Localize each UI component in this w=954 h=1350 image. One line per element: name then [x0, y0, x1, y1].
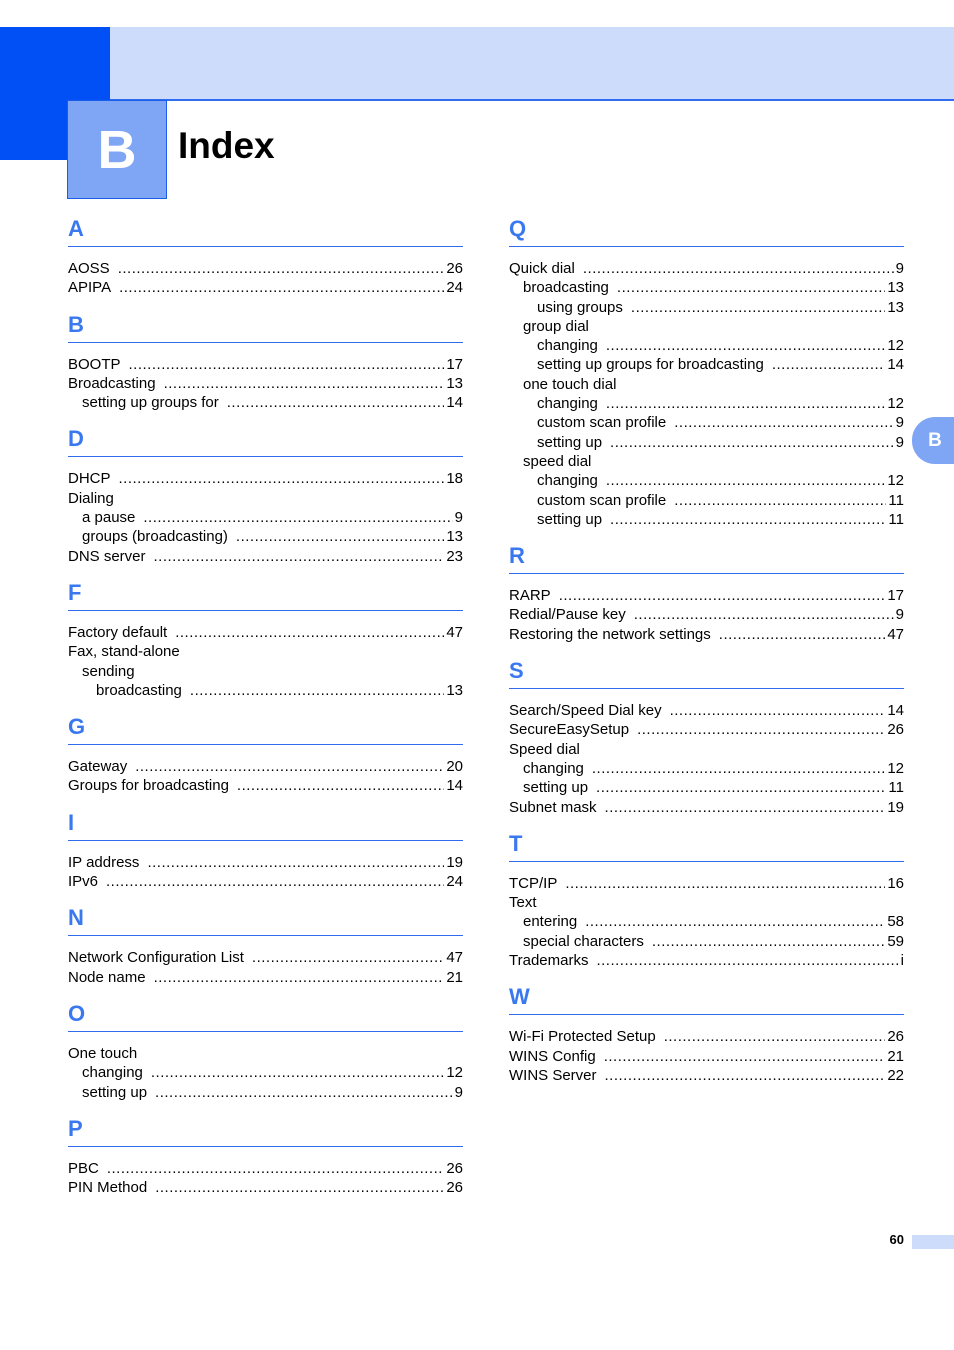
dot-leader	[652, 932, 885, 951]
index-section	[68, 806, 463, 892]
index-entry	[509, 317, 904, 336]
index-entry	[509, 1066, 904, 1085]
dot-leader	[772, 355, 886, 374]
entry-page-link[interactable]: 14	[887, 356, 904, 374]
entry-term: Fax, stand-alone	[68, 643, 180, 661]
entry-page-link[interactable]: 13	[446, 528, 463, 546]
entry-term: broadcasting	[96, 681, 182, 699]
entry-term: WINS Server	[509, 1066, 597, 1084]
index-entry	[68, 547, 463, 566]
entry-term: changing	[82, 1064, 143, 1082]
entry-page-link[interactable]: 26	[887, 1028, 904, 1046]
entry-page-link[interactable]: 9	[895, 433, 904, 451]
dot-leader	[585, 912, 885, 931]
dot-leader	[604, 1047, 886, 1066]
dot-leader	[606, 471, 885, 490]
section-letter: F	[68, 576, 463, 611]
entry-term: RARP	[509, 587, 551, 605]
entry-term: Speed dial	[509, 740, 580, 758]
entry-page-link[interactable]: 58	[887, 913, 904, 931]
entry-term: changing	[537, 395, 598, 413]
entry-term: setting up	[537, 510, 603, 528]
entry-term: Gateway	[68, 758, 128, 776]
dot-leader	[634, 605, 894, 624]
entry-term: broadcasting	[523, 279, 609, 297]
entry-page-link[interactable]: 14	[446, 777, 463, 795]
entry-page-link[interactable]: 12	[446, 1064, 463, 1082]
dot-leader	[227, 393, 445, 412]
dot-leader	[559, 586, 886, 605]
entry-term: One touch	[68, 1044, 138, 1062]
entry-term: custom scan profile	[537, 414, 667, 432]
entry-page-link[interactable]: i	[900, 952, 904, 970]
section-letter: D	[68, 422, 463, 457]
dot-leader	[631, 298, 885, 317]
side-tab-label: B	[928, 429, 942, 451]
dot-leader	[592, 759, 885, 778]
index-entry	[509, 605, 904, 624]
dot-leader	[606, 394, 885, 413]
index-entry	[509, 336, 904, 355]
index-section	[68, 1112, 463, 1198]
dot-leader	[670, 701, 886, 720]
entry-page-link[interactable]: 11	[888, 510, 904, 528]
index-column-left	[68, 212, 463, 1207]
entry-term: setting up groups for	[82, 394, 219, 412]
entry-page-link[interactable]: 14	[446, 394, 463, 412]
index-entry	[509, 1027, 904, 1046]
section-letter: Q	[509, 212, 904, 247]
index-entry	[68, 681, 463, 700]
entry-page-link[interactable]: 13	[887, 298, 904, 316]
index-entry	[509, 394, 904, 413]
dot-leader	[637, 720, 885, 739]
entry-page-link[interactable]: 26	[887, 721, 904, 739]
index-entry	[68, 1159, 463, 1178]
entry-page-link[interactable]: 24	[446, 873, 463, 891]
index-section	[509, 827, 904, 970]
dot-leader	[119, 469, 445, 488]
entry-term: using groups	[537, 298, 623, 316]
entry-term: Node name	[68, 968, 146, 986]
index-entry	[509, 701, 904, 720]
dot-leader	[674, 491, 886, 510]
entry-page-link[interactable]: 59	[887, 932, 904, 950]
entry-term: Broadcasting	[68, 374, 156, 392]
index-entry	[68, 662, 463, 681]
entry-term: one touch dial	[523, 375, 617, 393]
entry-page-link[interactable]: 17	[887, 587, 904, 605]
entry-term: TCP/IP	[509, 874, 558, 892]
index-entry	[68, 948, 463, 967]
index-entry	[68, 623, 463, 642]
entry-page-link[interactable]: 16	[887, 874, 904, 892]
dot-leader	[617, 278, 885, 297]
page-number: 60	[889, 1232, 904, 1247]
appendix-letter: B	[97, 119, 137, 180]
index-section	[68, 308, 463, 413]
entry-term: speed dial	[523, 452, 592, 470]
index-entry	[509, 433, 904, 452]
entry-term: Redial/Pause key	[509, 606, 626, 624]
section-letter: O	[68, 997, 463, 1032]
entry-term: custom scan profile	[537, 491, 667, 509]
entry-term: setting up	[537, 433, 603, 451]
index-entry	[68, 489, 463, 508]
dot-leader	[606, 336, 885, 355]
entry-page-link[interactable]: 20	[446, 758, 463, 776]
entry-term: DHCP	[68, 470, 111, 488]
entry-page-link[interactable]: 21	[446, 968, 463, 986]
entry-term: Subnet mask	[509, 798, 597, 816]
header-band-light	[110, 27, 954, 99]
dot-leader	[605, 798, 886, 817]
dot-leader	[155, 1083, 453, 1102]
entry-page-link[interactable]: 47	[446, 623, 463, 641]
entry-page-link[interactable]: 12	[887, 395, 904, 413]
entry-term: APIPA	[68, 279, 112, 297]
index-entry	[509, 740, 904, 759]
index-entry	[68, 374, 463, 393]
dot-leader	[583, 259, 894, 278]
dot-leader	[135, 757, 444, 776]
entry-page-link[interactable]: 26	[446, 1159, 463, 1177]
dot-leader	[252, 948, 444, 967]
index-entry	[68, 853, 463, 872]
side-tab	[912, 417, 954, 464]
appendix-letter-box	[67, 100, 167, 199]
index-entry	[509, 893, 904, 912]
section-letter: R	[509, 539, 904, 574]
dot-leader	[118, 259, 445, 278]
dot-leader	[147, 853, 444, 872]
entry-page-link[interactable]: 47	[887, 625, 904, 643]
index-entry	[509, 355, 904, 374]
entry-term: changing	[537, 472, 598, 490]
index-section	[509, 654, 904, 817]
entry-page-link[interactable]: 9	[895, 606, 904, 624]
index-entry	[509, 1047, 904, 1066]
dot-leader	[610, 510, 886, 529]
index-entry	[509, 874, 904, 893]
entry-term: setting up	[523, 779, 589, 797]
section-letter: N	[68, 901, 463, 936]
entry-term: changing	[537, 337, 598, 355]
index-section	[68, 997, 463, 1102]
section-letter: B	[68, 308, 463, 343]
entry-page-link[interactable]: 24	[446, 279, 463, 297]
index-entry	[509, 510, 904, 529]
entry-page-link[interactable]: 9	[895, 414, 904, 432]
entry-page-link[interactable]: 13	[446, 681, 463, 699]
entry-term: special characters	[523, 932, 644, 950]
index-entry	[509, 798, 904, 817]
index-section	[68, 212, 463, 298]
dot-leader	[143, 508, 452, 527]
index-section	[68, 710, 463, 796]
entry-page-link[interactable]: 13	[887, 279, 904, 297]
index-section	[68, 576, 463, 700]
entry-term: SecureEasySetup	[509, 721, 630, 739]
index-entry	[509, 413, 904, 432]
dot-leader	[106, 872, 444, 891]
entry-page-link[interactable]: 12	[887, 337, 904, 355]
entry-page-link[interactable]: 26	[446, 1179, 463, 1197]
entry-page-link[interactable]: 11	[888, 779, 904, 797]
entry-term: sending	[82, 662, 135, 680]
index-section	[509, 539, 904, 644]
index-entry	[68, 508, 463, 527]
index-entry	[509, 932, 904, 951]
index-entry	[68, 355, 463, 374]
dot-leader	[236, 527, 444, 546]
index-entry	[509, 759, 904, 778]
section-letter: A	[68, 212, 463, 247]
index-entry	[68, 642, 463, 661]
index-entry	[68, 1044, 463, 1063]
dot-leader	[190, 681, 444, 700]
entry-page-link[interactable]: 18	[446, 470, 463, 488]
entry-page-link[interactable]: 26	[446, 260, 463, 277]
section-letter: G	[68, 710, 463, 745]
section-letter: T	[509, 827, 904, 862]
index-entry	[68, 1083, 463, 1102]
section-letter: I	[68, 806, 463, 841]
index-section	[68, 422, 463, 565]
dot-leader	[129, 355, 445, 374]
index-section	[509, 212, 904, 529]
index-entry	[68, 776, 463, 795]
dot-leader	[664, 1027, 886, 1046]
entry-page-link[interactable]: 19	[446, 853, 463, 871]
index-entry	[509, 951, 904, 970]
entry-page-link[interactable]: 14	[887, 702, 904, 720]
index-entry	[509, 278, 904, 297]
index-entry	[509, 778, 904, 797]
entry-page-link[interactable]: 23	[446, 547, 463, 565]
index-entry	[68, 872, 463, 891]
dot-leader	[151, 1063, 444, 1082]
dot-leader	[175, 623, 444, 642]
index-entry	[509, 298, 904, 317]
dot-leader	[107, 1159, 444, 1178]
entry-term: Text	[509, 894, 537, 912]
index-entry	[68, 968, 463, 987]
entry-term: Network Configuration List	[68, 949, 244, 967]
entry-term: IP address	[68, 853, 140, 871]
entry-term: AOSS	[68, 260, 110, 277]
entry-page-link[interactable]: 9	[454, 509, 463, 527]
index-section	[68, 901, 463, 987]
entry-term: WINS Config	[509, 1047, 596, 1065]
index-entry	[68, 469, 463, 488]
dot-leader	[237, 776, 444, 795]
index-entry	[509, 586, 904, 605]
entry-term: Trademarks	[509, 952, 589, 970]
page-number-bar	[912, 1235, 954, 1249]
header-rule	[110, 99, 954, 101]
section-letter: S	[509, 654, 904, 689]
entry-term: PIN Method	[68, 1179, 148, 1197]
entry-term: a pause	[82, 509, 136, 527]
index-entry	[68, 1178, 463, 1197]
entry-page-link[interactable]: 17	[446, 355, 463, 373]
index-entry	[509, 452, 904, 471]
index-entry	[509, 375, 904, 394]
entry-term: Factory default	[68, 623, 168, 641]
entry-page-link[interactable]: 47	[446, 949, 463, 967]
entry-page-link[interactable]: 21	[887, 1047, 904, 1065]
entry-term: Groups for broadcasting	[68, 777, 229, 795]
dot-leader	[565, 874, 885, 893]
entry-page-link[interactable]: 12	[887, 472, 904, 490]
entry-page-link[interactable]: 9	[454, 1083, 463, 1101]
index-column-right	[509, 212, 904, 1095]
index-entry	[68, 757, 463, 776]
entry-page-link[interactable]: 9	[895, 260, 904, 277]
entry-term: setting up	[82, 1083, 148, 1101]
dot-leader	[119, 278, 444, 297]
entry-term: Wi-Fi Protected Setup	[509, 1028, 656, 1046]
index-entry	[509, 912, 904, 931]
entry-term: group dial	[523, 317, 589, 335]
page-title: Index	[178, 125, 275, 166]
entry-term: changing	[523, 759, 584, 777]
index-entry	[68, 393, 463, 412]
entry-term: PBC	[68, 1159, 99, 1177]
dot-leader	[674, 413, 893, 432]
index-entry	[68, 259, 463, 278]
section-letter: W	[509, 980, 904, 1015]
entry-term: entering	[523, 913, 578, 931]
entry-term: Search/Speed Dial key	[509, 702, 662, 720]
index-entry	[68, 1063, 463, 1082]
dot-leader	[155, 1178, 444, 1197]
section-letter: P	[68, 1112, 463, 1147]
dot-leader	[154, 547, 445, 566]
index-entry	[509, 259, 904, 278]
index-entry	[68, 527, 463, 546]
entry-page-link[interactable]: 12	[887, 759, 904, 777]
index-entry	[509, 625, 904, 644]
entry-term: BOOTP	[68, 355, 121, 373]
entry-term: IPv6	[68, 873, 99, 891]
entry-term: groups (broadcasting)	[82, 528, 228, 546]
index-entry	[68, 278, 463, 297]
entry-term: setting up groups for broadcasting	[537, 356, 764, 374]
entry-page-link[interactable]: 13	[446, 374, 463, 392]
dot-leader	[610, 433, 894, 452]
dot-leader	[164, 374, 445, 393]
entry-term: DNS server	[68, 547, 146, 565]
dot-leader	[596, 778, 886, 797]
index-entry	[509, 471, 904, 490]
entry-term: Restoring the network settings	[509, 625, 711, 643]
entry-page-link[interactable]: 19	[887, 798, 904, 816]
dot-leader	[596, 951, 898, 970]
index-entry	[509, 720, 904, 739]
entry-term: Quick dial	[509, 260, 575, 277]
entry-page-link[interactable]: 11	[888, 491, 904, 509]
index-entry	[509, 491, 904, 510]
index-section	[509, 980, 904, 1085]
dot-leader	[605, 1066, 886, 1085]
dot-leader	[719, 625, 886, 644]
entry-page-link[interactable]: 22	[887, 1066, 904, 1084]
entry-term: Dialing	[68, 489, 114, 507]
dot-leader	[154, 968, 445, 987]
